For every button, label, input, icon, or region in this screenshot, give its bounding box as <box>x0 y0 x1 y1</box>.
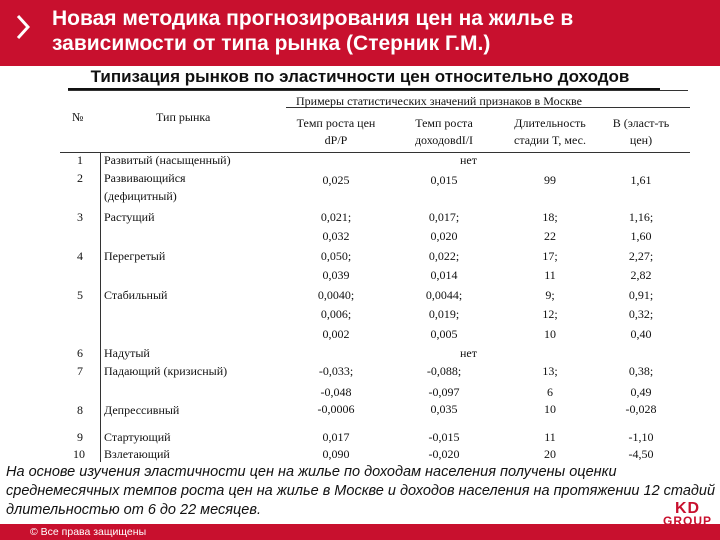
cell-income-growth: 0,005 <box>430 327 458 341</box>
cell-income-growth: 0,035 <box>430 402 458 416</box>
market-type: Надутый <box>104 346 150 360</box>
cell-duration: 22 <box>544 229 556 243</box>
header-stage-duration: Длительность <box>514 116 586 130</box>
cell-income-growth: 0,017; <box>428 210 460 224</box>
cell-income-growth: 0,022; <box>428 249 460 263</box>
market-type: (дефицитный) <box>104 189 177 203</box>
cell-elasticity: 2,82 <box>630 268 652 282</box>
row-number: 3 <box>77 210 83 224</box>
logo-text-group: GROUP <box>662 514 712 528</box>
row-number: 8 <box>77 403 83 417</box>
cell-price-growth: 0,090 <box>322 447 350 461</box>
row-number: 6 <box>77 346 83 360</box>
header-market-type: Тип рынка <box>156 110 211 124</box>
no-data-note: нет <box>460 153 477 167</box>
cell-elasticity: 1,60 <box>630 229 652 243</box>
market-type: Растущий <box>104 210 155 224</box>
page-title: Новая методика прогнозирования цен на жилье в зависимости от типа рынка (Стерник Г.М.) <box>52 7 574 55</box>
market-type: Стабильный <box>104 288 168 302</box>
cell-price-growth: -0,0006 <box>317 402 355 416</box>
cell-duration: 10 <box>544 327 556 341</box>
cell-price-growth: 0,021; <box>320 210 352 224</box>
header-income-growth: Темп роста <box>415 116 473 130</box>
footer-bar <box>0 524 720 540</box>
cell-price-growth: 0,002 <box>322 327 350 341</box>
row-number: 10 <box>73 447 85 461</box>
header-stage-duration-unit: стадии T, мес. <box>514 133 586 147</box>
cell-elasticity: 0,49 <box>630 385 652 399</box>
cell-price-growth: 0,006; <box>320 307 352 321</box>
cell-income-growth: 0,020 <box>430 229 458 243</box>
header-income-growth-formula: доходовdI/I <box>414 133 474 147</box>
no-data-note: нет <box>460 346 477 360</box>
row-number: 2 <box>77 171 83 185</box>
cell-duration: 11 <box>544 268 556 282</box>
row-number: 9 <box>77 430 83 444</box>
cell-duration: 99 <box>544 173 556 187</box>
cell-duration: 12; <box>542 307 558 321</box>
cell-elasticity: 0,91; <box>628 288 654 302</box>
cell-price-growth: 0,039 <box>322 268 350 282</box>
table-top-border <box>68 90 688 91</box>
cell-elasticity: 0,32; <box>628 307 654 321</box>
header-elasticity-unit: цен) <box>629 133 653 147</box>
cell-duration: 11 <box>544 430 556 444</box>
cell-elasticity: -4,50 <box>628 447 654 461</box>
cell-price-growth: -0,048 <box>320 385 352 399</box>
cell-duration: 18; <box>542 210 558 224</box>
header-number: № <box>72 110 84 124</box>
cell-income-growth: -0,088; <box>426 364 462 378</box>
cell-price-growth: 0,0040; <box>317 288 355 302</box>
column-divider <box>100 152 101 462</box>
market-type: Депрессивный <box>104 403 180 417</box>
header-elasticity: В (эласт-ть <box>612 116 670 130</box>
cell-income-growth: -0,097 <box>428 385 460 399</box>
header-price-growth: Темп роста цен <box>296 116 376 130</box>
cell-price-growth: 0,032 <box>322 229 350 243</box>
market-type: Взлетающий <box>104 447 170 461</box>
header-price-growth-formula: dP/P <box>324 133 348 147</box>
kd-group-logo <box>663 502 712 528</box>
cell-elasticity: 1,61 <box>630 173 652 187</box>
cell-duration: 9; <box>545 288 555 302</box>
cell-income-growth: 0,0044; <box>425 288 463 302</box>
market-type: Развитый (насыщенный) <box>104 153 231 167</box>
cell-duration: 20 <box>544 447 556 461</box>
cell-duration: 6 <box>547 385 553 399</box>
market-type: Перегретый <box>104 249 166 263</box>
row-number: 5 <box>77 288 83 302</box>
cell-duration: 13; <box>542 364 558 378</box>
cell-duration: 17; <box>542 249 558 263</box>
footnote: На основе изучения эластичности цен на жилье по доходам населения получены оценки среднемесячных темпов роста цен на жилье в Москве и доходов населения на протяжении 12 стадий длительностью от 6 до 22 месяцев. <box>6 464 716 518</box>
market-type: Падающий (кризисный) <box>104 364 228 378</box>
row-number: 4 <box>77 249 83 263</box>
cell-duration: 10 <box>544 402 556 416</box>
copyright: © Все права защищены <box>30 526 147 538</box>
row-number: 7 <box>77 364 83 378</box>
cell-income-growth: -0,015 <box>428 430 460 444</box>
cell-income-growth: -0,020 <box>428 447 460 461</box>
cell-price-growth: -0,033; <box>318 364 354 378</box>
market-type: Развивающийся <box>104 171 186 185</box>
cell-elasticity: -0,028 <box>625 402 657 416</box>
cell-elasticity: -1,10 <box>628 430 654 444</box>
row-number: 1 <box>77 153 83 167</box>
cell-elasticity: 2,27; <box>628 249 654 263</box>
market-type: Стартующий <box>104 430 171 444</box>
cell-elasticity: 0,38; <box>628 364 654 378</box>
cell-price-growth: 0,017 <box>322 430 350 444</box>
cell-income-growth: 0,014 <box>430 268 458 282</box>
cell-elasticity: 1,16; <box>628 210 654 224</box>
table-caption: Типизация рынков по эластичности цен относительно доходов <box>90 67 630 86</box>
cell-income-growth: 0,019; <box>428 307 460 321</box>
header-group-title: Примеры статистических значений признаков в Москве <box>296 94 582 108</box>
cell-price-growth: 0,050; <box>320 249 352 263</box>
cell-income-growth: 0,015 <box>430 173 458 187</box>
cell-price-growth: 0,025 <box>322 173 350 187</box>
logo-text-kd: KD <box>674 500 701 517</box>
cell-elasticity: 0,40 <box>630 327 652 341</box>
